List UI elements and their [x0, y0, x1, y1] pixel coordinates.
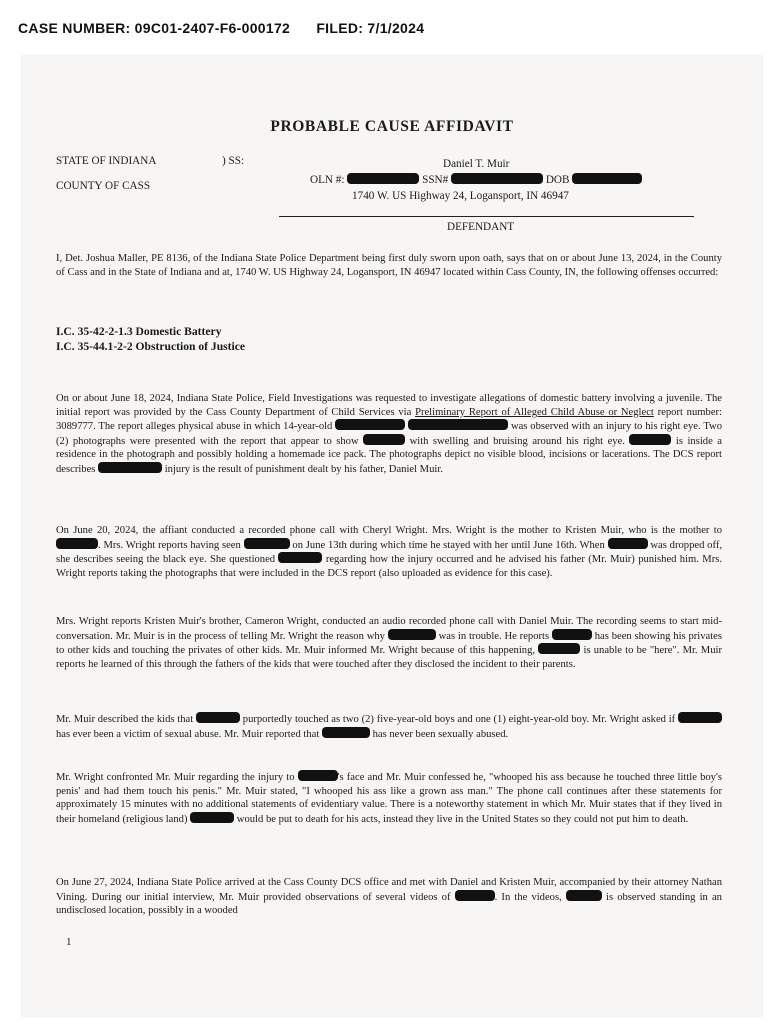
paragraph-wright-call [56, 524, 722, 580]
redaction-bar [322, 727, 370, 738]
statute-obstruction: I.C. 35-44.1-2-2 Obstruction of Justice [56, 340, 246, 353]
redaction-bar [298, 770, 338, 781]
text-segment: On June 20, 2024, the affiant conducted a recorded phone call with Cheryl Wright. Mrs. Wright is the mother to Kristen Muir, who is the mother to [56, 525, 722, 536]
redaction-bar [244, 538, 290, 549]
paragraph-kids-described [56, 712, 722, 741]
redaction-bar [98, 462, 162, 473]
ssn-label: SSN# [422, 174, 449, 186]
redaction-bar [56, 538, 98, 549]
text-segment: was dropped off, she describes seeing the black eye. She questioned [56, 539, 722, 566]
paragraph-dcs-report [56, 392, 722, 477]
text-segment: Mr. Wright confronted Mr. Muir regarding the injury to [56, 772, 298, 783]
affidavit-page [22, 56, 762, 1016]
redaction-bar [678, 712, 722, 723]
text-segment: . Mrs. Wright reports having seen [98, 539, 244, 551]
text-segment: has never been sexually abused. [369, 728, 509, 740]
text-segment: On or about June 18, 2024, Indiana State Police, Field Investigations was requested to investigate allegations of domestic battery involving a juvenile. The initial report was provided by the Cass County Department of Child Services via [56, 393, 722, 418]
redaction-bar [278, 552, 322, 563]
text-segment: . In the videos, [494, 891, 566, 903]
text-segment: regarding how the injury occurred and he advised his father (Mr. Muir) punished him. Mrs. Wright reports taking the photographs that were included in the DCS report (also uploaded as evidence for this case). [56, 554, 722, 579]
redaction-bar [455, 890, 495, 901]
text-segment: injury is the result of punishment dealt by his father, Daniel Muir. [162, 463, 443, 475]
dob-label: DOB [545, 174, 570, 186]
paragraph-audio-call [56, 615, 722, 671]
header-strip [0, 0, 771, 56]
redaction-bar [408, 419, 508, 430]
text-segment: has ever been a victim of sexual abuse. Mr. Muir reported that [56, 728, 322, 740]
text-segment: 's face and Mr. Muir confessed he, "whooped his ass because he touched three little boy's penis' and had them touch his penis." Mr. Muir stated, "I whooped his ass like a grown ass man." The phone call continues after these statements for approximately 15 minutes with no additional statements of evidentiary value. There is a noteworthy statement in which Mr. Muir states that if they lived in their homeland (religious land) [56, 772, 722, 825]
statute-domestic-battery: I.C. 35-42-2-1.3 Domestic Battery [56, 325, 222, 338]
defendant-name: Daniel T. Muir [443, 158, 510, 170]
redaction-bar [451, 173, 543, 184]
filed-date: FILED: 7/1/2024 [316, 20, 425, 36]
redaction-bar [572, 173, 642, 184]
divider [279, 216, 694, 217]
text-segment: report number: 3089777. The report alleges physical abuse in which 14-year-old [56, 406, 722, 433]
paragraph-dcs-meeting [56, 876, 722, 918]
intro-paragraph: I, Det. Joshua Maller, PE 8136, of the Indiana State Police Department being first duly sworn upon oath, says that on or about June 13, 2024, in the County of Cass and in the State of Indiana and at, 1740 W. US Highway 24, Logansport, IN 46947 located within Cass County, IN, the following offenses occurred: [56, 253, 722, 278]
text-segment: on June 13th during which time he stayed with her until June 16th. When [289, 539, 608, 551]
report-title: Preliminary Report of Alleged Child Abuse or Neglect [415, 406, 654, 418]
defendant-label: DEFENDANT [447, 221, 515, 233]
state-label: STATE OF INDIANA [56, 155, 157, 167]
text-segment: was observed with an injury to his right eye. Two (2) photographs were presented with the report that appear to show [56, 421, 722, 447]
text-segment: On June 27, 2024, Indiana State Police arrived at the Cass County DCS office and met with Daniel and Kristen Muir, accompanied by their attorney Nathan Vining. During our initial interview, Mr. Muir provided observations of several videos of [56, 877, 722, 903]
paragraph-confession [56, 770, 722, 826]
text-segment: is unable to be "here". Mr. Muir reports he learned of this through the fathers of the kids that were touched after they disclosed the incident to their parents. [56, 645, 722, 670]
redaction-bar [538, 643, 580, 654]
text-segment: Mrs. Wright reports Kristen Muir's brother, Cameron Wright, conducted an audio recorded phone call with Daniel Muir. The recording seems to start mid-conversation. Mr. Muir is in the process of telling Mr. Wright the reason why [56, 616, 722, 642]
text-segment: would be put to death for his acts, instead they live in the United States so they could not put him to death. [234, 813, 689, 825]
text-segment: has been showing his privates to other kids and touching the privates of other kids. Mr. Muir informed Mr. Wright because of this happening, [56, 630, 723, 657]
ss-label: ) SS: [222, 155, 245, 167]
redaction-bar [629, 434, 671, 445]
redaction-bar [347, 173, 419, 184]
page-number: 1 [66, 936, 72, 948]
text-segment: is inside a residence in the photograph and possibly holding a homemade ice pack. The photographs depict no visible blood, incisions or lacerations. The DCS report describes [56, 435, 722, 475]
text-segment: Mr. Muir described the kids that [56, 714, 196, 725]
redaction-bar [552, 629, 592, 640]
redaction-bar [363, 434, 405, 445]
redaction-bar [335, 419, 405, 430]
county-label: COUNTY OF CASS [56, 180, 151, 192]
redaction-bar [196, 712, 240, 723]
case-number: CASE NUMBER: 09C01-2407-F6-000172 [18, 20, 291, 36]
case-header [18, 20, 446, 36]
page-title: PROBABLE CAUSE AFFIDAVIT [270, 118, 514, 135]
text-segment: is observed standing in an undisclosed location, possibly in a wooded [56, 891, 722, 917]
defendant-address: 1740 W. US Highway 24, Logansport, IN 46947 [352, 190, 569, 202]
redaction-bar [190, 812, 234, 823]
redaction-bar [388, 629, 436, 640]
text-segment: purportedly touched as two (2) five-year-old boys and one (1) eight-year-old boy. Mr. Wright asked if [239, 714, 678, 725]
text-segment: was in trouble. He reports [435, 630, 552, 642]
oln-line [310, 173, 642, 186]
oln-label: OLN #: [310, 174, 345, 186]
redaction-bar [566, 890, 602, 901]
redaction-bar [608, 538, 648, 549]
text-segment: with swelling and bruising around his right eye. [405, 435, 630, 447]
